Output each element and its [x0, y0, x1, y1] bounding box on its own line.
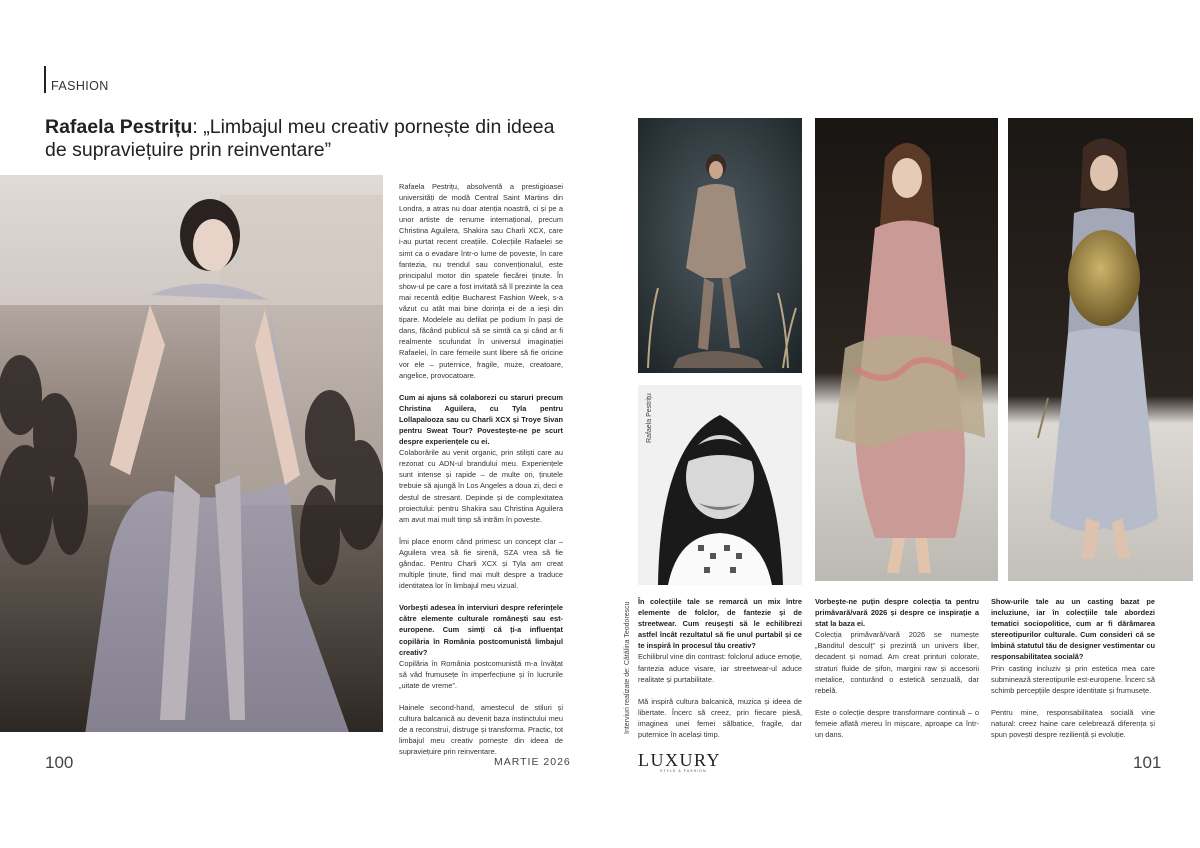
- col3-answer: Prin casting incluziv și prin estetica mea care subminează stereotipurile est-europene. Încerc să schimb percepțiile despre identitate și frumusețe.: [991, 663, 1155, 695]
- designer-portrait: [638, 385, 802, 585]
- col1-question: În colecțiile tale se remarcă un mix între elemente de folclor, de fantezie și de streetwear. Cum reușești să le echilibrezi astfel încât rezultatul să fie unul purtabil și ce te inspiră în procesul tău creativ?: [638, 597, 802, 651]
- answer-1: Colaborările au venit organic, prin stiliști care au rezonat cu ADN-ul brandului meu. Experiențele sunt intense și rapide – de multe ori, ținutele trebuie să ajungă în Los Angeles a doua zi, deci e destul de stresant. Depinde și de complexitatea proiectului: pentru Shakira sau Christina Aguilera am avut mai mult timp să intrăm în poveste.: [399, 448, 563, 524]
- runway-photo-3: [1008, 118, 1193, 581]
- col1-answer: Echilibrul vine din contrast: folclorul aduce emoție, fantezia aduce visare, iar streetwear-ul aduce realitate și purtabilitate.: [638, 652, 802, 684]
- section-rule: [44, 66, 46, 93]
- col2-answer-continued: Este o colecție despre transformare continuă – o femeie aflată mereu în mișcare, aproape ca într-un dans.: [815, 707, 979, 740]
- col1-answer-continued: Mă inspiră cultura balcanică, muzica și ideea de libertate. Încerc să creez, prin fiecare piesă, imaginea unei femei sălbatice, fragile, dar puternice în același timp.: [638, 696, 802, 740]
- portrait-caption: Rafaela Pestrițu: [646, 393, 653, 443]
- headline-quote: „Limbajul meu creativ pornește din ideea de supraviețuire prin reinventare”: [45, 116, 555, 161]
- answer-2: Copilăria în România postcomunistă m-a învățat să văd frumusețe în imperfecțiune și în lucrurile „uitate de vreme”.: [399, 658, 563, 690]
- runway-photo-2: [815, 118, 998, 581]
- interview-block-2: [399, 602, 563, 691]
- col2-block: [815, 596, 979, 696]
- right-text-column-1: [638, 596, 802, 751]
- col2-answer: Colecția primăvară/vară 2026 se numește „Banditul desculț” și prezintă un univers liber, decadent și nomad. Am creat printuri colorate, straturi fluide de șifon, margini raw și accesorii metalice, conturând o estetică senzuală, dar rebelă.: [815, 630, 979, 695]
- left-text-column: [399, 181, 563, 769]
- studio-photo: [638, 118, 802, 373]
- interview-credit: Interviuri realizate de: Cătălina Teodorescu: [624, 601, 631, 734]
- question-1: Cum ai ajuns să colaborezi cu staruri precum Christina Aguilera, cu Tyla pentru Lollapalooza sau cu Charli XCX și Troye Sivan pentru Sweat Tour? Povestește-ne pe scurt despre experiențele cu ei.: [399, 392, 563, 447]
- section-label: FASHION: [51, 79, 109, 93]
- answer-1-continued: Îmi place enorm când primesc un concept clar – Aguilera vrea să fie sirenă, SZA vrea să fie gândac. Pentru Charli XCX și Tyla am creat multiple ținute, fiind mai mult despre a traduce identitatea lor în limbajul meu vizual.: [399, 536, 563, 591]
- headline-name: Rafaela Pestrițu: [45, 116, 193, 138]
- issue-date: MARTIE 2026: [494, 756, 571, 768]
- col1-block: [638, 596, 802, 685]
- page-number-right: 101: [1133, 753, 1162, 772]
- col3-answer-continued: Pentru mine, responsabilitatea socială vine natural: creez haine care celebrează diferența și spun povești despre reziliență și evoluție.: [991, 707, 1155, 740]
- magazine-logo: LUXURY: [638, 750, 722, 770]
- question-2: Vorbești adesea în interviuri despre referințele către elemente culturale românești sau est-europene. Cum simți că ți-a influențat copilăria în România postcomunistă limbajul creativ?: [399, 603, 563, 657]
- right-text-column-2: [815, 596, 979, 751]
- right-text-column-3: [991, 596, 1155, 751]
- interview-block-1: [399, 392, 563, 525]
- intro-paragraph: Rafaela Pestrițu, absolventă a prestigioasei universități de modă Central Saint Martins din Londra, a atras nu doar atenția noastră, ci și pe a unor artiste de renume internațional, precum Christina Aguilera, Shakira sau Charli XCX, care i-au purtat recent creațiile. Colecțiile Rafaelei se simt ca o evadare într-o lume de poveste, în care fantezia, nu trendul sau convenționalul, este principalul motor din spatele fiecărei ținute. În show-ul pe care a fost invitată să îl prezinte la cea mai recentă ediție Bucharest Fashion Week, s-a văzut cu atât mai bine dorința ei de a ieși din tipare. Modelele au defilat pe podium în pași de dans, făcând publicul să se simtă ca și când ar fi realmente scufundat în universul imaginației Rafaelei, în care femeile sunt libere să fie oricine vor ele – puternice, fragile, muze, creatoare, angelice, provocatoare.: [399, 182, 563, 380]
- magazine-logo-tagline: STYLE & FASHION: [660, 769, 707, 773]
- col3-block: [991, 596, 1155, 696]
- runway-photo-main: [0, 175, 383, 732]
- article-headline: [45, 116, 565, 162]
- col2-question: Vorbește-ne puțin despre colecția ta pentru primăvară/vară 2026 și despre ce inspirație a stat la baza ei.: [815, 597, 979, 629]
- answer-2-continued: Hainele second-hand, amestecul de stiluri și cultura balcanică au devenit baza instinctului meu de a reconstrui, distruge și transforma. Practic, tot limbajul meu creativ pornește din ideea de supraviețuire prin reinventare.: [399, 703, 563, 757]
- page-number-left: 100: [45, 753, 74, 772]
- col3-question: Show-urile tale au un casting bazat pe incluziune, iar în colecțiile tale abordezi tematici sociopolitice, cum ar fi dărâmarea stereotipurilor culturale. Cum consideri că se îmbină statutul tău de designer vestimentar cu responsabilitatea socială?: [991, 597, 1155, 662]
- headline-separator: :: [192, 116, 198, 138]
